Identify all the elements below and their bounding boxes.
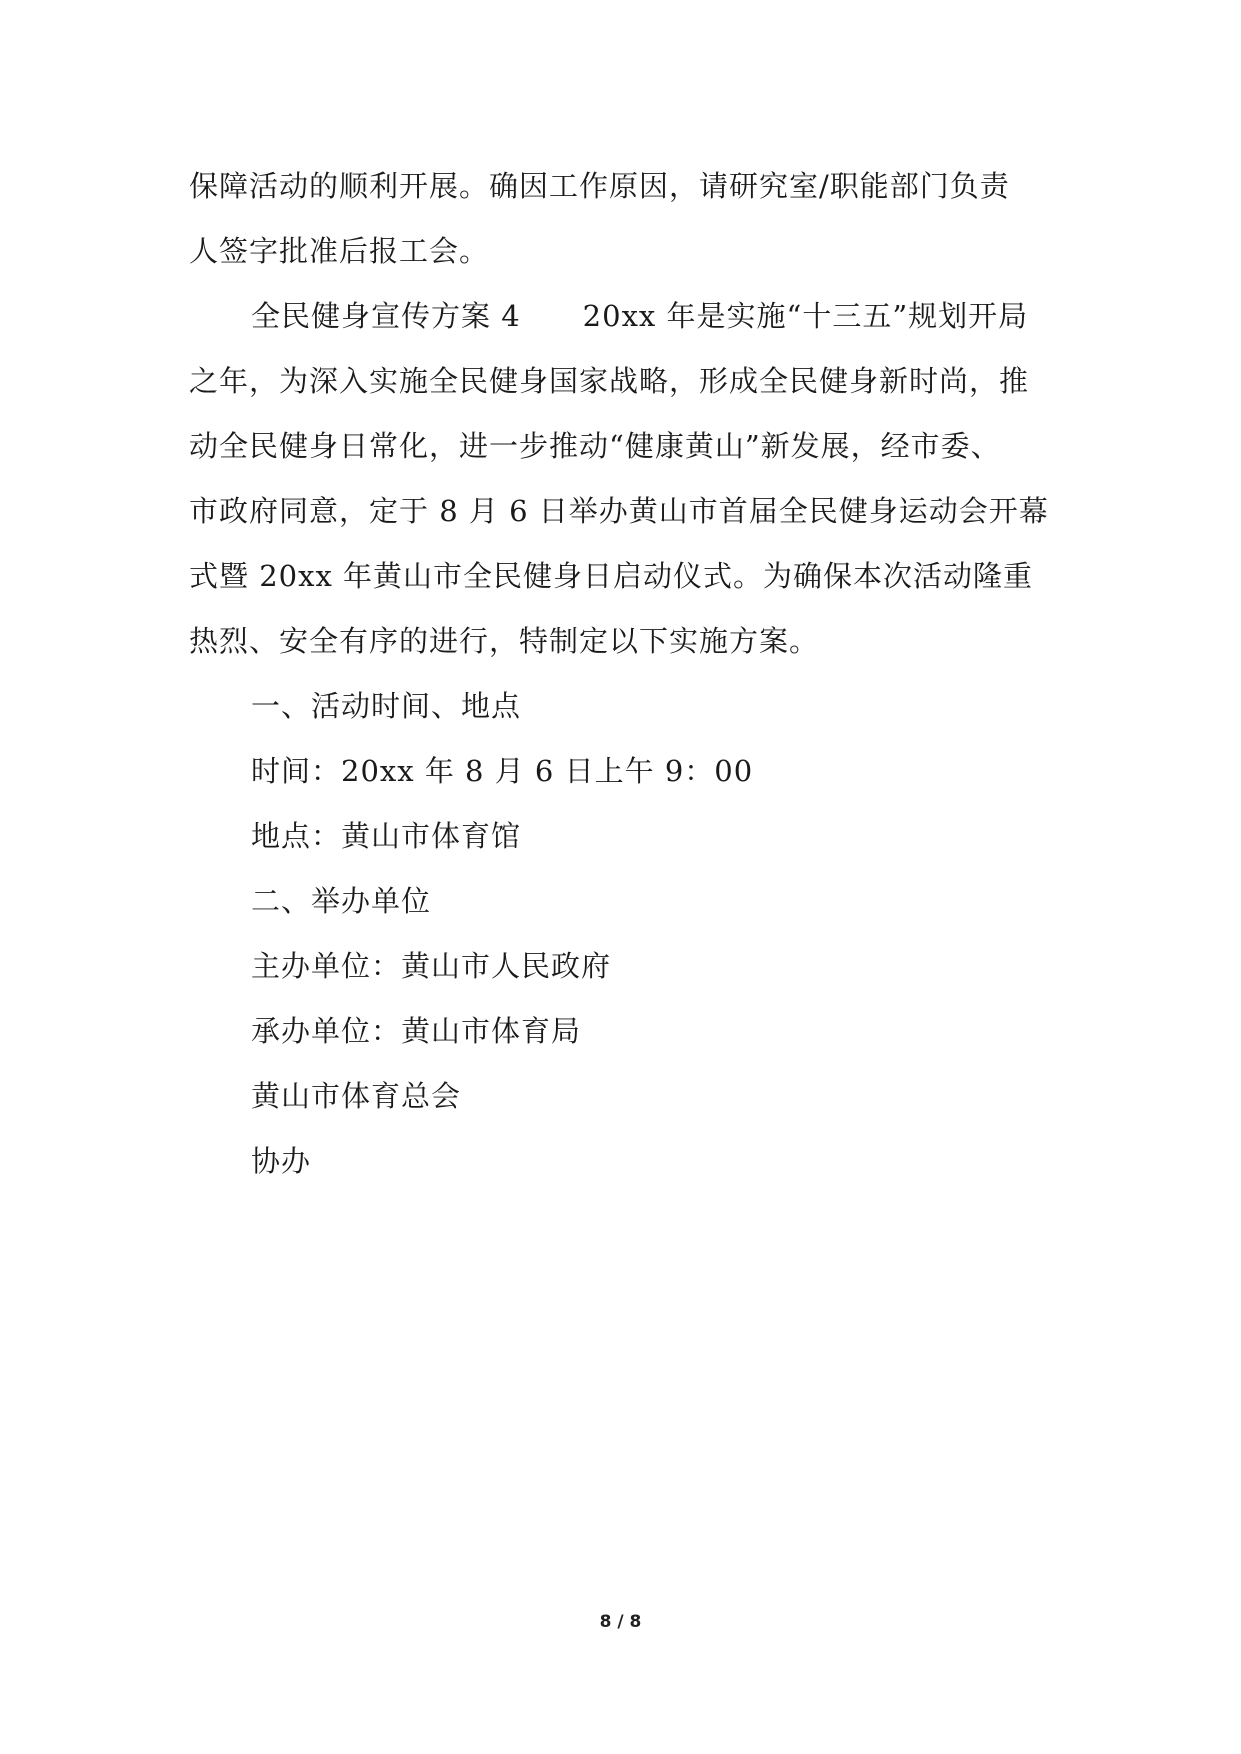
event-time: 时间：20xx 年 8 月 6 日上午 9：00 xyxy=(251,754,754,788)
text-line: 保障活动的顺利开展。确因工作原因，请研究室/职能部门负责 xyxy=(189,169,1010,203)
undertaking-organizer-2: 黄山市体育总会 xyxy=(251,1079,462,1113)
host-organizer: 主办单位：黄山市人民政府 xyxy=(251,949,612,983)
section-heading-line xyxy=(189,284,1059,349)
document-body xyxy=(189,154,1059,1194)
text-line: 式暨 20xx 年黄山市全民健身日启动仪式。为确保本次活动隆重 xyxy=(189,559,1034,593)
subheading-organizers: 二、举办单位 xyxy=(251,884,432,918)
subheading-time-location: 一、活动时间、地点 xyxy=(251,689,522,723)
undertaking-organizer: 承办单位：黄山市体育局 xyxy=(251,1014,582,1048)
section-title: 全民健身宣传方案 4 xyxy=(251,299,521,333)
section-intro-text: 20xx 年是实施“十三五”规划开局 xyxy=(582,299,1029,333)
text-line: 热烈、安全有序的进行，特制定以下实施方案。 xyxy=(189,624,820,658)
text-line: 市政府同意，定于 8 月 6 日举办黄山市首届全民健身运动会开幕 xyxy=(189,494,1049,528)
text-line: 人签字批准后报工会。 xyxy=(189,234,490,268)
page-number: 8 / 8 xyxy=(599,1612,642,1632)
text-line: 动全民健身日常化，进一步推动“健康黄山”新发展，经市委、 xyxy=(189,429,1001,463)
co-organizer: 协办 xyxy=(251,1144,312,1178)
text-line: 之年，为深入实施全民健身国家战略，形成全民健身新时尚，推 xyxy=(189,364,1030,398)
event-location: 地点：黄山市体育馆 xyxy=(251,819,522,853)
